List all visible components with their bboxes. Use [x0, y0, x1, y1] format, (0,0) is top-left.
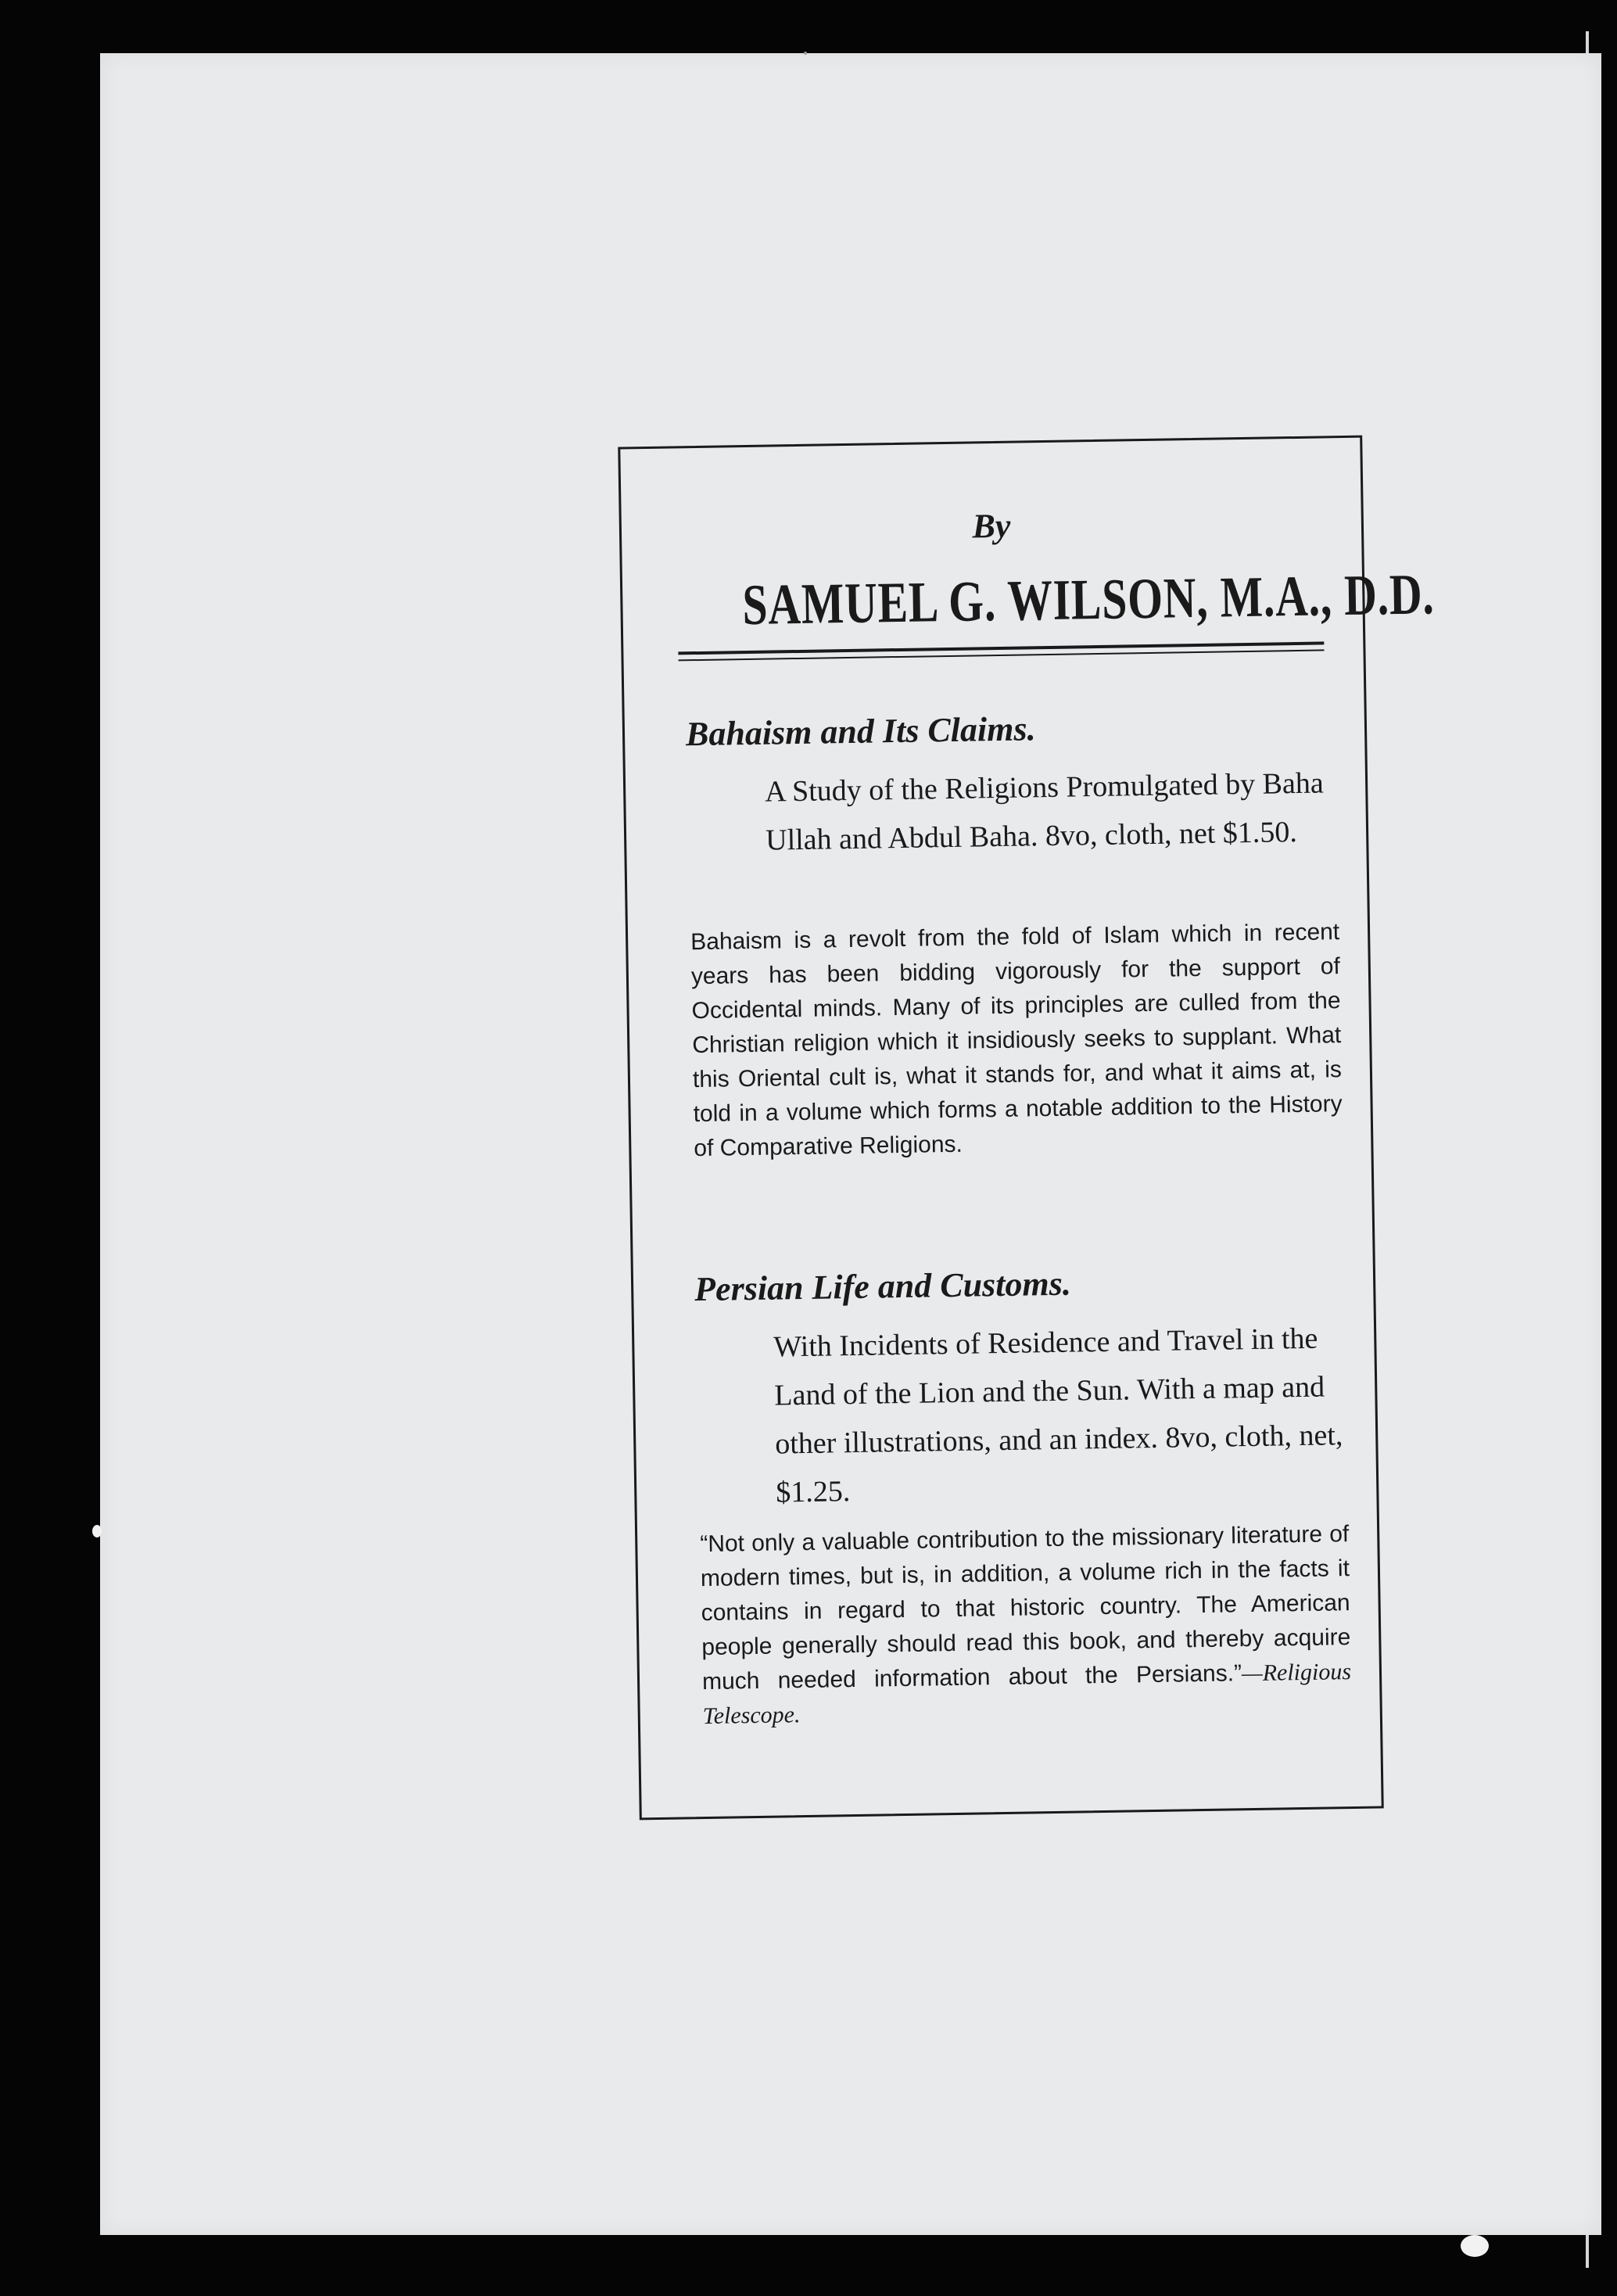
- scan-speck: [1461, 2235, 1489, 2257]
- book-description-bahaism: A Study of the Religions Promulgated by Baha Ullah and Abdul Baha. 8vo, cloth, net $1.50.: [764, 766, 1325, 857]
- book-title-persian-life: Persian Life and Customs.: [694, 1264, 1072, 1309]
- book-blurb-persian-life: [700, 1517, 1352, 1734]
- review-quote: “Not only a valuable contribution to the missionary literature of modern times, but is, in addition, a volume rich in the facts it contains in regard to that historic country. The American people generally should read this book, and thereby acquire much needed information about the Persians.”: [700, 1521, 1351, 1695]
- book-description-persian-life: With Incidents of Residence and Travel in the Land of the Lion and the Sun. With a map and other illustrations, and an index. 8vo, cloth, net, $1.25.: [773, 1322, 1343, 1509]
- double-rule-thick: [678, 641, 1324, 655]
- byline: By: [972, 506, 1011, 546]
- book-title-bahaism: Bahaism and Its Claims.: [685, 709, 1036, 754]
- scan-speck: [804, 52, 807, 55]
- advertisement-box: [618, 436, 1436, 1821]
- author-name: SAMUEL G. WILSON, M.A., D.D.: [741, 562, 1436, 638]
- book-page: [100, 53, 1601, 2235]
- book-blurb-bahaism: Bahaism is a revolt from the fold of Islam which in recent years has been bidding vigorously for the support of Occidental minds. Many of its principles are culled from the Christian religion which it insidiously seeks to supplant. What this Oriental cult is, what it stands for, and what it aims at, is told in a volume which forms a notable addition to the History of Comparative Religions.: [690, 919, 1343, 1162]
- review-source: —Religious Telescope.: [702, 1659, 1352, 1730]
- scan-speck: [92, 1525, 102, 1537]
